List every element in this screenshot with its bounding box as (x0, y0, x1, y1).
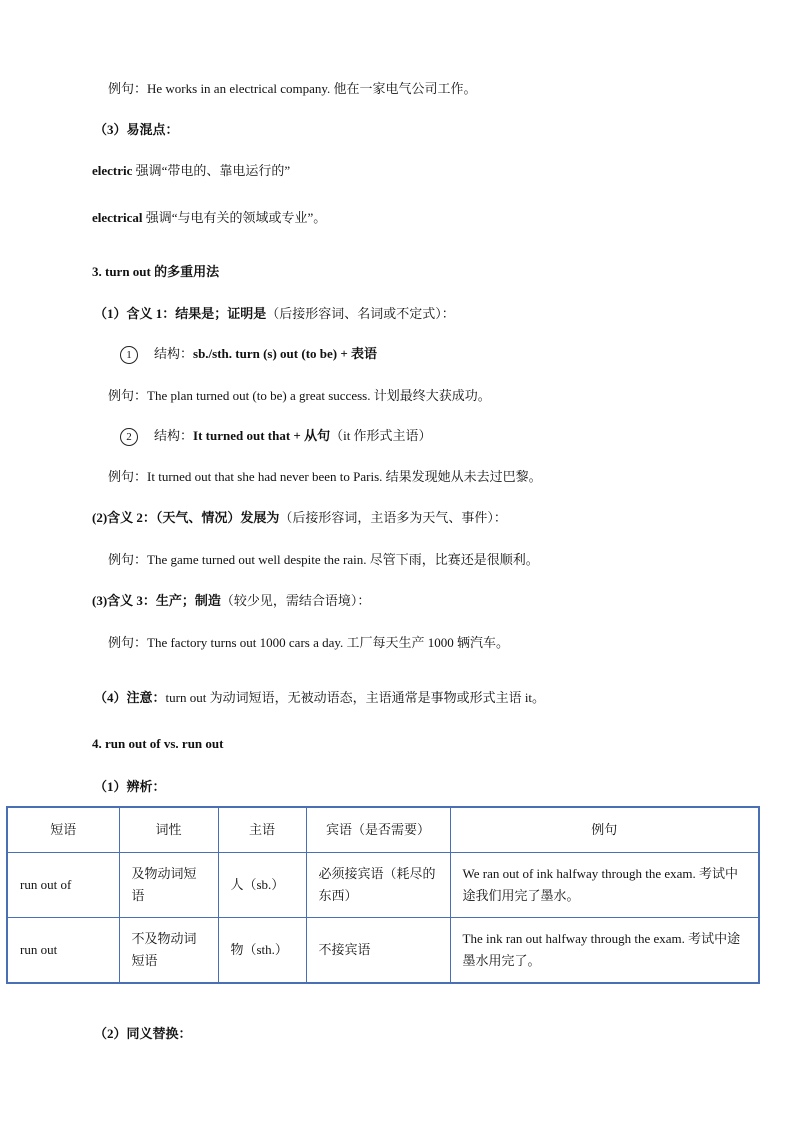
example-1 (108, 387, 491, 405)
cell-part-of-speech: 及物动词短语 (119, 853, 218, 918)
example-4 (108, 634, 509, 652)
example-3 (108, 551, 539, 569)
structure-2-text: It turned out that + 从句 (193, 428, 331, 443)
table-row (7, 918, 759, 984)
example-3-label: 例句： (108, 552, 148, 567)
cell-example: The ink ran out halfway through the exam. 考试中途墨水用完了。 (450, 918, 759, 984)
structure-1 (120, 345, 377, 364)
cell-example: We ran out of ink halfway through the exam. 考试中途我们用完了墨水。 (450, 853, 759, 918)
meaning-3-note: （较少见，需结合语境）： (220, 593, 371, 608)
example-2 (108, 468, 542, 486)
header-subject: 主语 (218, 807, 306, 853)
electrical-definition (92, 209, 326, 227)
confusion-heading: （3）易混点： (94, 122, 179, 137)
meaning-3 (92, 592, 370, 610)
meaning-2 (92, 509, 507, 527)
header-object: 宾语（是否需要） (306, 807, 450, 853)
table-header-row (7, 807, 759, 853)
example-1-label: 例句： (108, 388, 148, 403)
meaning-2-note: （后接形容词，主语多为天气、事件）： (279, 510, 507, 525)
electric-desc: 强调“带电的、靠电运行的” (132, 163, 291, 178)
note (94, 689, 545, 707)
structure-2-note: （it 作形式主语） (330, 428, 432, 443)
meaning-1-label: （1）含义 1：结果是；证明是 (94, 306, 267, 321)
term-electric: electric (92, 163, 133, 178)
electric-definition (92, 162, 290, 180)
header-phrase: 短语 (7, 807, 119, 853)
structure-2-label: 结构： (154, 428, 194, 443)
term-electrical: electrical (92, 210, 143, 225)
comparison-table (6, 806, 760, 984)
example-4-label: 例句： (108, 635, 148, 650)
note-label: （4）注意： (94, 690, 166, 705)
example-text: He works in an electrical company. 他在一家电气公司工作。 (147, 81, 477, 96)
cell-part-of-speech: 不及物动词短语 (119, 918, 218, 984)
header-example: 例句 (450, 807, 759, 853)
cell-object: 不接宾语 (306, 918, 450, 984)
header-part-of-speech: 词性 (119, 807, 218, 853)
meaning-3-label: (3)含义 3：生产；制造 (92, 593, 221, 608)
synonym-heading: （2）同义替换： (94, 1026, 192, 1041)
example-2-label: 例句： (108, 469, 148, 484)
note-text: turn out 为动词短语，无被动语态，主语通常是事物或形式主语 it。 (165, 690, 546, 705)
example-label: 例句： (108, 81, 148, 96)
meaning-2-label: (2)含义 2：（天气、情况）发展为 (92, 510, 280, 525)
structure-1-text: sb./sth. turn (s) out (to be) + 表语 (193, 346, 378, 361)
circled-number-1: 1 (120, 346, 138, 364)
cell-object: 必须接宾语（耗尽的东西） (306, 853, 450, 918)
example-2-text: It turned out that she had never been to Paris. 结果发现她从未去过巴黎。 (147, 469, 542, 484)
meaning-1 (94, 305, 455, 323)
example-3-text: The game turned out well despite the rain. 尽管下雨，比赛还是很顺利。 (147, 552, 539, 567)
electrical-desc: 强调“与电有关的领域或专业”。 (142, 210, 327, 225)
example-4-text: The factory turns out 1000 cars a day. 工厂每天生产 1000 辆汽车。 (147, 635, 510, 650)
cell-subject: 物（sth.） (218, 918, 306, 984)
circled-number-2: 2 (120, 428, 138, 446)
meaning-1-note: （后接形容词、名词或不定式）： (266, 306, 455, 321)
cell-phrase: run out of (7, 853, 119, 918)
analysis-heading: （1）辨析： (94, 779, 166, 794)
cell-subject: 人（sb.） (218, 853, 306, 918)
table-row (7, 853, 759, 918)
section-3-title: 3. turn out 的多重用法 (92, 264, 220, 279)
cell-phrase: run out (7, 918, 119, 984)
example-sentence (108, 80, 477, 98)
example-1-text: The plan turned out (to be) a great success. 计划最终大获成功。 (147, 388, 491, 403)
structure-1-label: 结构： (154, 346, 194, 361)
structure-2 (120, 427, 432, 446)
section-4-title: 4. run out of vs. run out (92, 736, 224, 751)
